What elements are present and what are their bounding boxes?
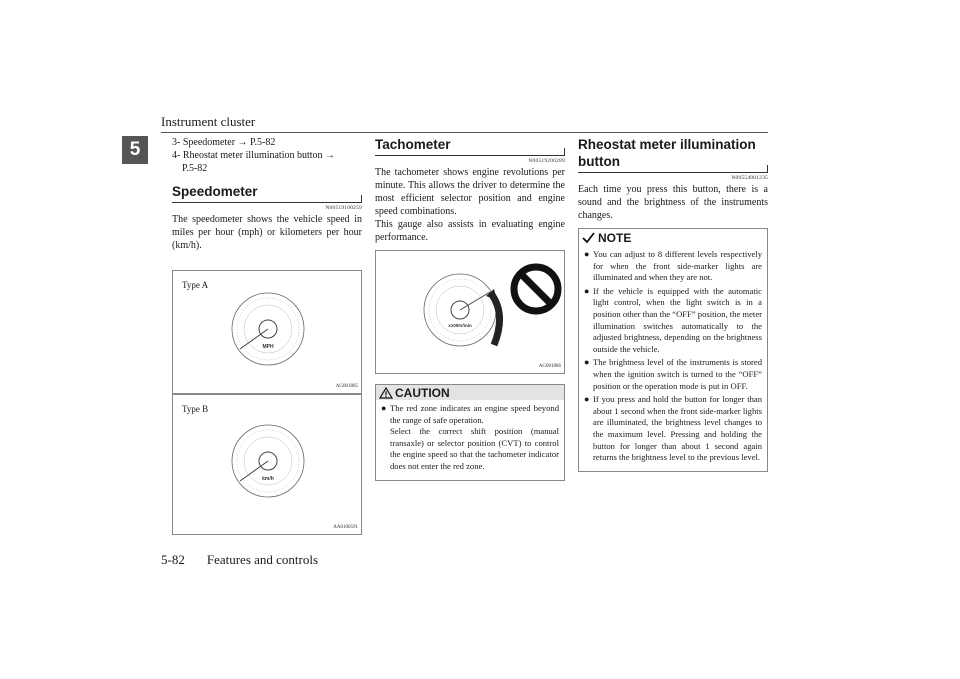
page-footer [161,552,318,568]
section-heading-speedometer: Speedometer [172,183,362,203]
note-item-text: If the vehicle is equipped with the automatic light control, when the light switch is in a position other than the “OFF” position, the meter illumination switches automatically to the adjusted brightness, depending on the brightness outside the vehicle. [593,285,762,354]
section-heading-rheostat: Rheostat meter illumination button [578,136,768,173]
note-box [578,228,768,472]
rheostat-description: Each time you press this button, there is a sound and the brightness of the instruments changes. [578,184,768,221]
figure-speedometer-type-a [172,270,362,394]
section-heading-tachometer: Tachometer [375,136,565,156]
column-speedometer [172,136,362,535]
speedometer-description: The speedometer shows the vehicle speed in miles per hour (mph) or kilometers per hour (km/h). [172,214,362,251]
note-item-text: If you press and hold the button for longer than about 1 second when the front side-marker lights are illuminated, the brightness level changes to the maximum level. Pressing and holding the button for longer than about 1 second again returns the brightness level to the previous level. [593,394,762,463]
list-item-rheostat-button [172,149,362,175]
caution-title: CAUTION [395,385,450,400]
note-header [579,229,767,246]
list-item-continuation: P.5-82 [182,163,208,174]
tachometer-gauge-icon [420,265,510,355]
figure-label: Type B [182,404,209,414]
section-code: N00519100259 [325,205,362,211]
gauge-unit: MPH [262,344,274,350]
bullet-icon: ● [584,285,590,296]
caution-box [375,384,565,481]
tachometer-description: The tachometer shows engine revolutions per minute. This allows the driver to determine the most efficient selector position and engine speed combinations. [375,167,565,217]
caution-item [381,403,559,473]
note-item-text: You can adjust to 8 different levels respectively for when the front side-marker lights are illuminated and when they are not. [593,249,762,283]
speedometer-gauge-icon [228,421,308,501]
check-note-icon [582,232,595,244]
note-item [584,249,762,284]
bullet-icon: ● [584,357,590,368]
caution-item-text: The red zone indicates an engine speed beyond the range of safe operation. Select the correct shift position (manual transaxle) or selector position (CVT) to control the engine speed so that the tachometer indicator does not enter the red zone. [390,403,559,471]
gauge-unit: km/h [262,476,274,482]
bullet-icon: ● [584,249,590,259]
caution-header [376,385,564,400]
note-item-text: The brightness level of the instruments is stored when the ignition switch is turned to the “OFF” position or the operation mode is put in OFF. [593,357,762,391]
list-item-number: 4- [172,150,181,161]
list-item-text: Speedometer → P.5-82 [182,137,276,148]
section-code: N00519200289 [528,158,565,164]
bullet-icon: ● [381,403,387,413]
warning-triangle-icon [379,387,393,399]
column-rheostat [578,136,768,472]
footer-section-title: Features and controls [206,552,319,567]
gauge-unit: x1000r/min [448,323,472,328]
note-item [584,286,762,356]
speedometer-gauge-icon [228,289,308,369]
note-item [584,357,762,392]
list-item-speedometer [172,136,362,149]
page-number: 5-82 [161,552,185,567]
figure-code: AA0100591 [333,525,358,530]
note-title: NOTE [598,230,632,245]
figure-code: AG001885 [335,384,358,389]
list-item-text: Rheostat meter illumination button → [182,150,336,161]
figure-code: AG001886 [538,364,561,369]
bullet-icon: ● [584,394,590,405]
figure-speedometer-type-b [172,394,362,535]
header-rule [161,132,768,133]
chapter-tab: 5 [122,136,148,164]
page-header-title: Instrument cluster [161,114,256,129]
note-item [584,394,762,464]
section-code: N00554901235 [731,175,768,181]
column-tachometer [375,136,565,481]
prohibited-icon [510,263,562,315]
tachometer-description-2: This gauge also assists in evaluating engine performance. [375,219,565,243]
list-item-number: 3- [172,137,181,148]
figure-tachometer [375,250,565,374]
figure-label: Type A [182,280,209,290]
